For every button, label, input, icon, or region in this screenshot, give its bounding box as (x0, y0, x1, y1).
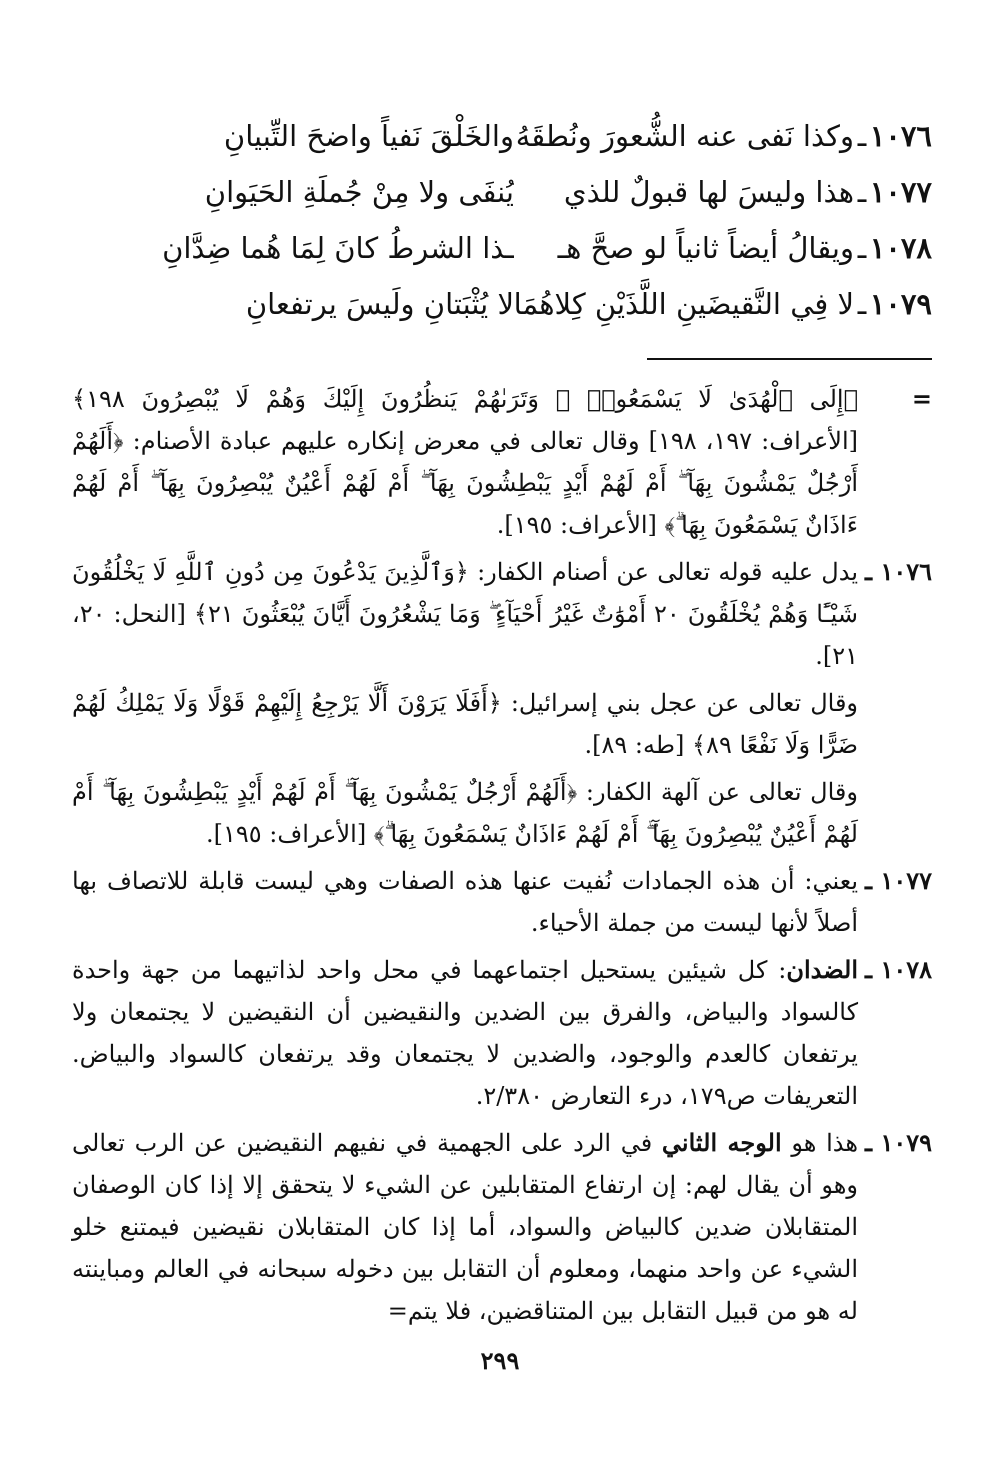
footnote-body: في الرد على الجهمية في نفيهم النقيضين عن الرب تعالى وهو أن يقال لهم: إن ارتفاع المتقابلين عن الشيء لا يتحقق إلا إذا كان الوصفان المتقابلان ضدين كالبياض والسواد، أما إذا كان المتقابلان نقيضين فيمتنع خلو الشيء عن واحد منهما، ومعلوم أن التقابل بين دخوله سبحانه في العالم ومباينته له هو من قبيل التقابل بين المتناقضين، فلا يتم= (72, 1129, 858, 1325)
footnote-continuation (72, 378, 932, 546)
footnote-1076-paragraph-2: وقال تعالى عن عجل بني إسرائيل: ﴿أَفَلَا يَرَوْنَ أَلَّا يَرْجِعُ إِلَيْهِمْ قَوْلًا وَلَا يَمْلِكُ لَهُمْ ضَرًّا وَلَا نَفْعًا ٨٩﴾ [طه: ٨٩]. (72, 689, 859, 759)
verse-second-hemistich: والخَلْقَ نَفياً واضحَ التِّبيانِ (223, 119, 514, 153)
verse-1077 (72, 164, 932, 220)
verse-first-hemistich: لا فِي النَّقيضَينِ اللَّذَيْنِ كِلاهُمَا (514, 287, 854, 321)
footnote-text (72, 1122, 858, 1332)
verse-second-hemistich: لا يُثْبَتانِ ولَيسَ يرتفعانِ (245, 287, 514, 321)
footnote-1079 (72, 1122, 932, 1332)
footnote-text: ﴿إِلَى ٱلْهُدَىٰ لَا يَسْمَعُوا۟ ۖ وَتَرَىٰهُمْ يَنظُرُونَ إِلَيْكَ وَهُمْ لَا يُبْصِرُونَ ١٩٨﴾ [الأعراف: ١٩٧، ١٩٨] وقال تعالى في معرض إنكاره عليهم عبادة الأصنام: ﴿أَلَهُمْ أَرْجُلٌ يَمْشُونَ بِهَآ ۖ أَمْ لَهُمْ أَيْدٍ يَبْطِشُونَ بِهَآ ۖ أَمْ لَهُمْ أَعْيُنٌ يُبْصِرُونَ بِهَآ ۖ أَمْ لَهُمْ ءَاذَانٌ يَسْمَعُونَ بِهَا ۗ﴾ [الأعراف: ١٩٥]. (72, 385, 859, 539)
verse-second-hemistich: ـذا الشرطُ كانَ لِمَا هُما ضِدَّانِ (162, 231, 514, 265)
footnote-text: يعني: أن هذه الجمادات نُفيت عنها هذه الصفات وهي ليست قابلة للاتصاف بها أصلاً لأنها ليست من جملة الأحياء. (72, 867, 858, 937)
term-definition: : كل شيئين يستحيل اجتماعهما في محل واحد لذاتيهما من جهة واحدة كالسواد والبياض، والفرق بين الضدين والنقيضين أن النقيضين لا يجتمعان ولا يرتفعان كالعدم والوجود، والضدين لا يجتمعان وقد يرتفعان كالسواد والبياض. التعريفات ص١٧٩، درء التعارض ٢/٣٨٠. (72, 956, 859, 1110)
verse-number: ١٠٧٦ (869, 119, 932, 153)
footnote-text: يدل عليه قوله تعالى عن أصنام الكفار: ﴿وَٱلَّذِينَ يَدْعُونَ مِن دُونِ ٱللَّهِ لَا يَخْلُقُونَ شَيْـًٔا وَهُمْ يُخْلَقُونَ ٢٠ أَمْوَٰتٌ غَيْرُ أَحْيَآءٍ ۖ وَمَا يَشْعُرُونَ أَيَّانَ يُبْعَثُونَ ٢١﴾ [النحل: ٢٠، ٢١]. (72, 558, 858, 670)
verse-first-hemistich: هذا وليسَ لها قبولٌ للذي (563, 175, 854, 209)
verse-dash: ـ (857, 119, 867, 153)
verse-1079 (72, 276, 932, 332)
footnote-divider (647, 358, 932, 360)
footnote-number: ١٠٧٧ ـ (865, 866, 932, 895)
page-content (72, 108, 932, 1337)
footnote-number: ١٠٧٦ ـ (865, 557, 932, 586)
verse-number: ١٠٧٨ (869, 231, 932, 265)
verse-number: ١٠٧٩ (869, 287, 932, 321)
footnote-1078 (72, 949, 932, 1117)
footnote-1076-paragraph-3: وقال تعالى عن آلهة الكفار: ﴿أَلَهُمْ أَرْجُلٌ يَمْشُونَ بِهَآ ۖ أَمْ لَهُمْ أَيْدٍ يَبْطِشُونَ بِهَآ ۖ أَمْ لَهُمْ أَعْيُنٌ يُبْصِرُونَ بِهَآ ۖ أَمْ لَهُمْ ءَاذَانٌ يَسْمَعُونَ بِهَا ۗ﴾ [الأعراف: ١٩٥]. (72, 778, 858, 848)
footnote-number: ١٠٧٩ ـ (865, 1128, 932, 1157)
term-keyword: الضدان (786, 955, 858, 984)
footnote-1077 (72, 860, 932, 944)
verse-dash: ـ (857, 231, 867, 265)
footnote-1076 (72, 551, 932, 677)
verse-1076 (72, 108, 932, 164)
footnote-intro: هذا هو (781, 1129, 859, 1157)
verse-dash: ـ (857, 175, 867, 209)
verse-first-hemistich: ويقالُ أيضاً ثانياً لو صحَّ هـ (557, 231, 854, 265)
term-keyword: الوجه الثاني (661, 1128, 782, 1157)
footnote-number: ١٠٧٨ ـ (865, 955, 932, 984)
page-number: ٢٩٩ (480, 1346, 520, 1375)
footnote-text (72, 949, 858, 1117)
poem-verses (72, 108, 932, 332)
verse-dash: ـ (857, 287, 867, 321)
verse-first-hemistich: وكذا نَفى عنه الشُّعورَ ونُطقَهُ (515, 119, 854, 153)
continuation-marker: = (911, 384, 932, 413)
verse-number: ١٠٧٧ (869, 175, 932, 209)
verse-second-hemistich: يُنفَى ولا مِنْ جُملَةِ الحَيَوانِ (204, 175, 514, 209)
footnotes (72, 378, 932, 1332)
verse-1078 (72, 220, 932, 276)
